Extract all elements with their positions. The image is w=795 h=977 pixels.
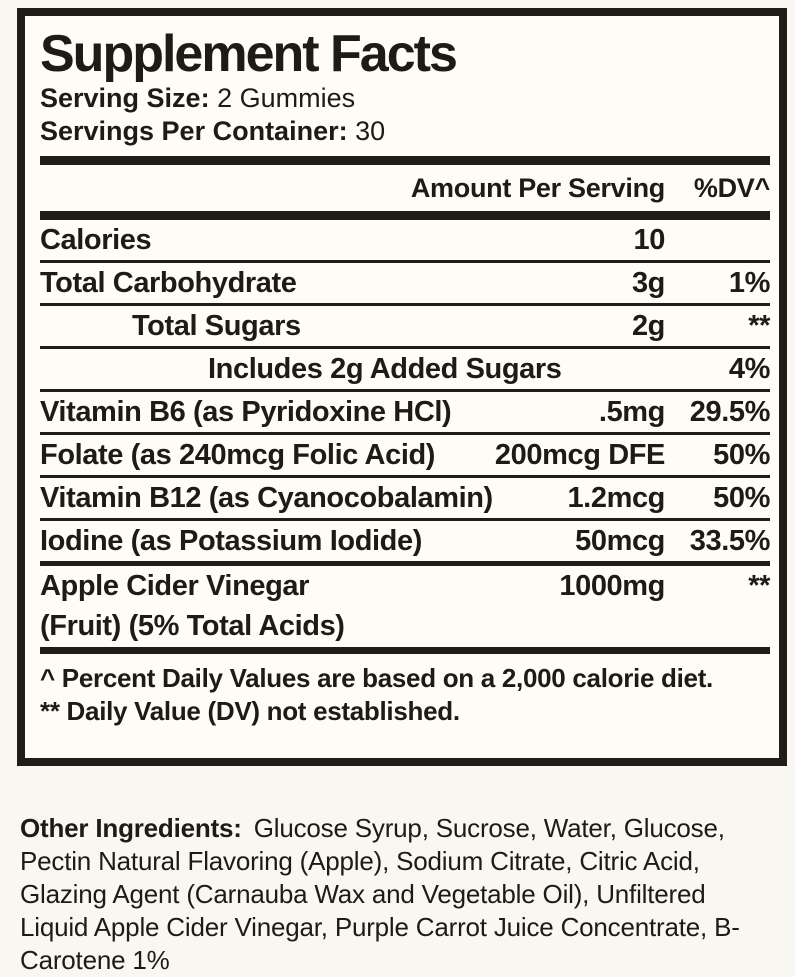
nutrient-amount: 10 — [633, 223, 665, 256]
column-header-row — [40, 165, 770, 211]
nutrient-row-total-carbohydrate — [40, 263, 770, 303]
other-ingredients-paragraph — [20, 812, 780, 977]
nutrient-name: Total Carbohydrate — [40, 266, 297, 299]
heavy-divider — [40, 647, 770, 654]
serving-size-label: Serving Size: — [40, 83, 210, 113]
nutrient-amount: 3g — [631, 266, 665, 299]
nutrient-dv: 1% — [728, 266, 770, 299]
nutrient-name: Calories — [40, 223, 152, 256]
nutrient-name-second-line: (Fruit) (5% Total Acids) — [40, 610, 345, 642]
nutrient-name: Folate (as 240mcg Folic Acid) — [40, 438, 436, 471]
nutrient-row-added-sugars — [40, 349, 770, 389]
nutrient-name: Apple Cider Vinegar — [40, 569, 310, 602]
heavy-divider — [40, 211, 770, 220]
nutrient-row-calories — [40, 220, 770, 260]
nutrient-amount: 1000mg — [559, 569, 665, 602]
nutrient-dv: ** — [748, 569, 770, 602]
nutrient-amount: 2g — [631, 309, 665, 342]
servings-per-container-label: Servings Per Container: — [40, 116, 348, 146]
nutrient-name: Vitamin B6 (as Pyridoxine HCl) — [40, 395, 452, 428]
nutrient-amount: 200mcg DFE — [494, 438, 665, 471]
nutrient-dv: 50% — [713, 481, 770, 514]
nutrient-name: Includes 2g Added Sugars — [208, 352, 562, 385]
nutrient-name: Vitamin B12 (as Cyanocobalamin) — [40, 481, 493, 514]
supplement-facts-panel — [17, 8, 787, 766]
nutrient-name: Total Sugars — [132, 309, 301, 342]
nutrient-row-iodine — [40, 521, 770, 561]
nutrient-dv: 33.5% — [689, 524, 770, 557]
footnote-dv-not-established: ** Daily Value (DV) not established. — [40, 696, 460, 726]
serving-size-line — [40, 82, 770, 115]
nutrient-name: Iodine (as Potassium Iodide) — [40, 524, 422, 557]
nutrient-dv: 50% — [713, 438, 770, 471]
footnote-daily-values: ^ Percent Daily Values are based on a 2,000 calorie diet. — [40, 663, 713, 693]
heavy-divider — [40, 156, 770, 165]
serving-size-value: 2 Gummies — [217, 83, 356, 113]
panel-title: Supplement Facts — [40, 25, 456, 83]
nutrient-amount: 1.2mcg — [567, 481, 665, 514]
footnotes — [40, 654, 770, 728]
nutrient-row-apple-cider-vinegar — [40, 566, 770, 606]
nutrient-dv: 4% — [728, 352, 770, 385]
nutrient-row-folate — [40, 435, 770, 475]
nutrient-dv: ** — [748, 309, 770, 342]
nutrient-row-total-sugars — [40, 306, 770, 346]
percent-dv-header: %DV^ — [693, 172, 770, 203]
nutrient-table — [40, 220, 770, 654]
nutrient-dv: 29.5% — [689, 395, 770, 428]
other-ingredients-heading: Other Ingredients: — [20, 813, 242, 843]
nutrient-row-vitamin-b6 — [40, 392, 770, 432]
nutrient-amount: .5mg — [598, 395, 665, 428]
nutrient-amount: 50mcg — [575, 524, 665, 557]
amount-per-serving-header: Amount Per Serving — [410, 172, 665, 203]
servings-per-container-line — [40, 115, 770, 148]
other-ingredients-text: Glucose Syrup, Sucrose, Water, Glucose, Pectin Natural Flavoring (Apple), Sodium Citrate, Citric Acid, Glazing Agent (Carnauba Wax and Vegetable Oil), Unfiltered Liquid Apple Cider Vinegar, Purple Carrot Juice Concentrate, B-Carotene 1% — [20, 813, 740, 975]
nutrient-row-vitamin-b12 — [40, 478, 770, 518]
servings-per-container-value: 30 — [355, 116, 386, 146]
